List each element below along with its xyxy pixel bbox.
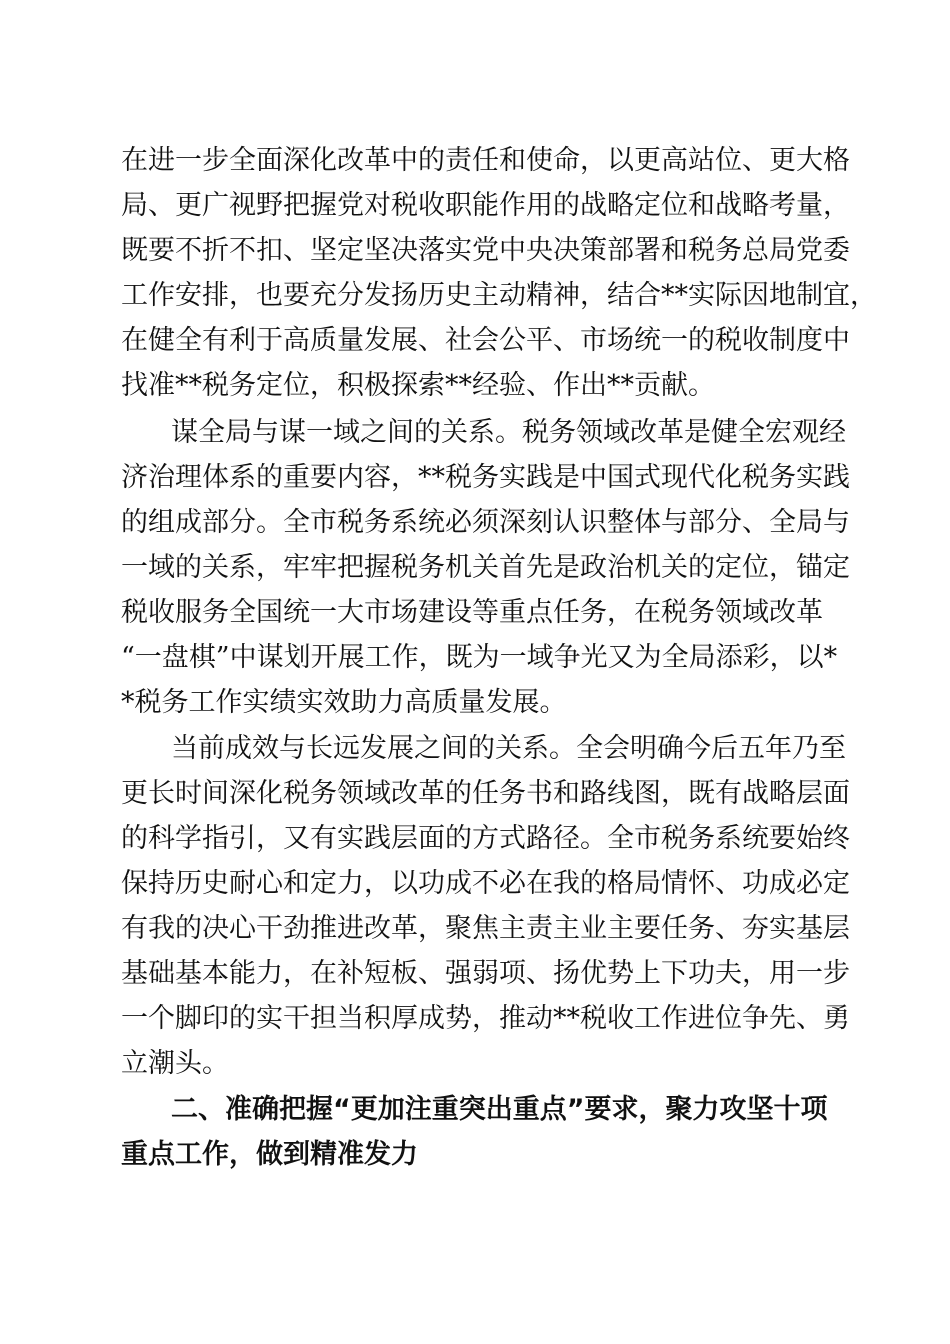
text-line: 的科学指引，又有实践层面的方式路径。全市税务系统要始终 <box>121 823 850 854</box>
text-line: *税务工作实绩实效助力高质量发展。 <box>121 687 567 718</box>
heading-line: 重点工作，做到精准发力 <box>121 1139 418 1170</box>
text-line: 工作安排，也要充分发扬历史主动精神，结合**实际因地制宜， <box>121 280 877 311</box>
text-line: “一盘棋”中谋划开展工作，既为一域争光又为全局添彩，以* <box>121 642 838 673</box>
text-line: 更长时间深化税务领域改革的任务书和路线图，既有战略层面 <box>121 778 850 809</box>
text-line: 立潮头。 <box>121 1048 229 1079</box>
text-line: 一个脚印的实干担当积厚成势，推动**税收工作进位争先、勇 <box>121 1003 850 1034</box>
text-line: 的组成部分。全市税务系统必须深刻认识整体与部分、全局与 <box>121 507 850 538</box>
heading-line: 二、准确把握“更加注重突出重点”要求，聚力攻坚十项 <box>171 1094 828 1125</box>
text-line: 济治理体系的重要内容，**税务实践是中国式现代化税务实践 <box>121 462 850 493</box>
text-line: 既要不折不扣、坚定坚决落实党中央决策部署和税务总局党委 <box>121 235 850 266</box>
text-line: 当前成效与长远发展之间的关系。全会明确今后五年乃至 <box>171 733 846 764</box>
text-line: 谋全局与谋一域之间的关系。税务领域改革是健全宏观经 <box>171 417 846 448</box>
text-line: 保持历史耐心和定力，以功成不必在我的格局情怀、功成必定 <box>121 868 850 899</box>
text-line: 有我的决心干劲推进改革，聚焦主责主业主要任务、夯实基层 <box>121 913 850 944</box>
text-line: 一域的关系，牢牢把握税务机关首先是政治机关的定位，锚定 <box>121 552 850 583</box>
text-line: 税收服务全国统一大市场建设等重点任务，在税务领域改革 <box>121 597 823 628</box>
text-line: 基础基本能力，在补短板、强弱项、扬优势上下功夫，用一步 <box>121 958 850 989</box>
text-line: 局、更广视野把握党对税收职能作用的战略定位和战略考量， <box>121 190 850 221</box>
text-line: 在健全有利于高质量发展、社会公平、市场统一的税收制度中 <box>121 325 850 356</box>
text-line: 在进一步全面深化改革中的责任和使命，以更高站位、更大格 <box>121 145 850 176</box>
text-line: 找准**税务定位，积极探索**经验、作出**贡献。 <box>121 370 715 401</box>
